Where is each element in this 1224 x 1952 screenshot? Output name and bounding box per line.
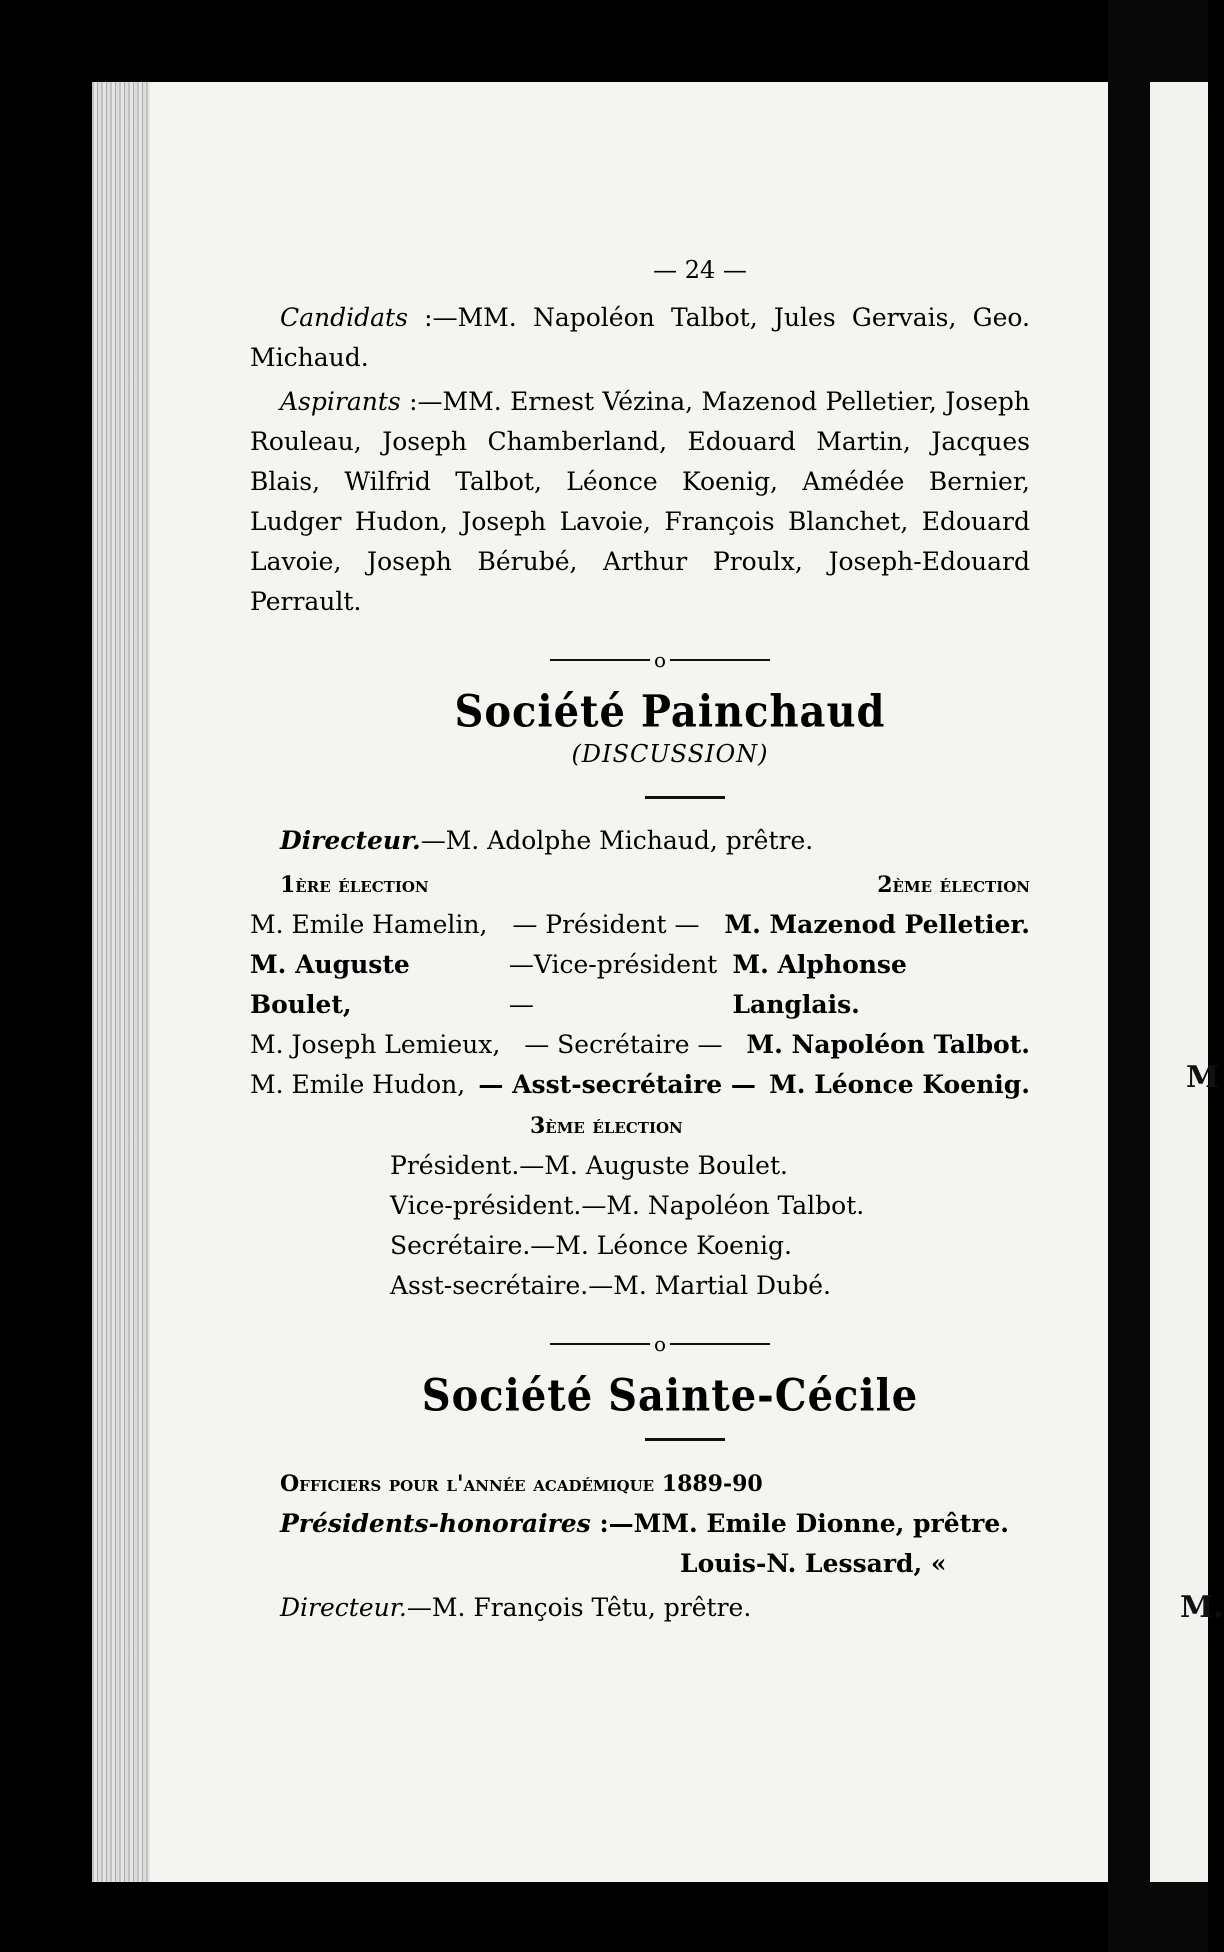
painchaud-director-text: —M. Adolphe Michaud, prêtre. <box>420 826 814 855</box>
presidents-continuation: Louis-N. Lessard, « <box>680 1549 947 1578</box>
aspirants-text: :—MM. Ernest Vézina, Mazenod Pelletier, Joseph Rouleau, Joseph Chamberland, Edouard Martin, Jacques Blais, Wilfrid Talbot, Léonce Koenig, Amédée Bernier, Ludger Hudon, Joseph Lavoie, François Blanchet, Edouard Lavoie, Joseph Bérubé, Arthur Proulx, Joseph-Edouard Perrault. <box>250 387 1030 616</box>
aspirants-label: Aspirants <box>280 387 401 416</box>
election1-heading: 1ère élection <box>280 872 429 898</box>
candidats-paragraph <box>250 298 1030 378</box>
election3-line: Secrétaire.—M. Léonce Koenig. <box>390 1231 792 1260</box>
presidents-text: :—MM. Emile Dionne, prêtre. <box>590 1509 1009 1538</box>
office-row: M. Auguste Boulet, —Vice-président— M. Alphonse Langlais. <box>250 950 907 1019</box>
election3-list <box>390 1146 1030 1306</box>
page-content <box>250 250 1030 1628</box>
presidents-honoraires <box>250 1504 1030 1544</box>
election3-line: Vice-président.—M. Napoléon Talbot. <box>390 1191 865 1220</box>
short-rule-1 <box>645 796 725 799</box>
painchaud-director-label: Directeur. <box>280 826 421 855</box>
office-row: M. Emile Hamelin, — Président — M. Mazenod Pelletier. <box>250 910 1030 939</box>
election3-line: Asst-secrétaire.—M. Martial Dubé. <box>390 1271 831 1300</box>
edge-mark-2: M. <box>1180 1590 1224 1625</box>
short-rule-2 <box>645 1438 725 1441</box>
sainte-cecile-director <box>250 1588 1030 1628</box>
separator-1: o <box>290 650 1030 670</box>
election3-line: Président.—M. Auguste Boulet. <box>390 1151 788 1180</box>
candidats-text: :—MM. Napoléon Talbot, Jules Gervais, Geo. Michaud. <box>250 303 1030 372</box>
sainte-cecile-director-label: Directeur. <box>280 1593 407 1622</box>
page-number: — 24 — <box>653 256 747 284</box>
separator-2: o <box>290 1334 1030 1354</box>
painchaud-director <box>250 821 1030 861</box>
candidats-label: Candidats <box>280 303 408 332</box>
office-row: M. Joseph Lemieux, — Secrétaire — M. Napoléon Talbot. <box>250 1030 1030 1059</box>
election2-heading: 2ème élection <box>877 872 1030 898</box>
society-sainte-cecile-title: Société Sainte-Cécile <box>421 1369 919 1422</box>
office-row: M. Emile Hudon, — Asst-secrétaire — M. Léonce Koenig. <box>250 1070 1030 1099</box>
election-headings <box>250 865 1030 905</box>
sainte-cecile-director-text: —M. François Têtu, prêtre. <box>406 1593 752 1622</box>
aspirants-paragraph <box>250 382 1030 622</box>
presidents-label: Présidents-honoraires <box>280 1509 591 1538</box>
election3-heading: 3ème élection <box>530 1113 683 1139</box>
society-painchaud-title: Société Painchaud <box>454 685 886 738</box>
society-painchaud-subtitle: (DISCUSSION) <box>571 740 769 768</box>
officers-heading: Officiers pour l'année académique 1889-90 <box>280 1471 763 1497</box>
edge-mark-1: M <box>1186 1060 1220 1095</box>
page-spine <box>92 82 150 1882</box>
